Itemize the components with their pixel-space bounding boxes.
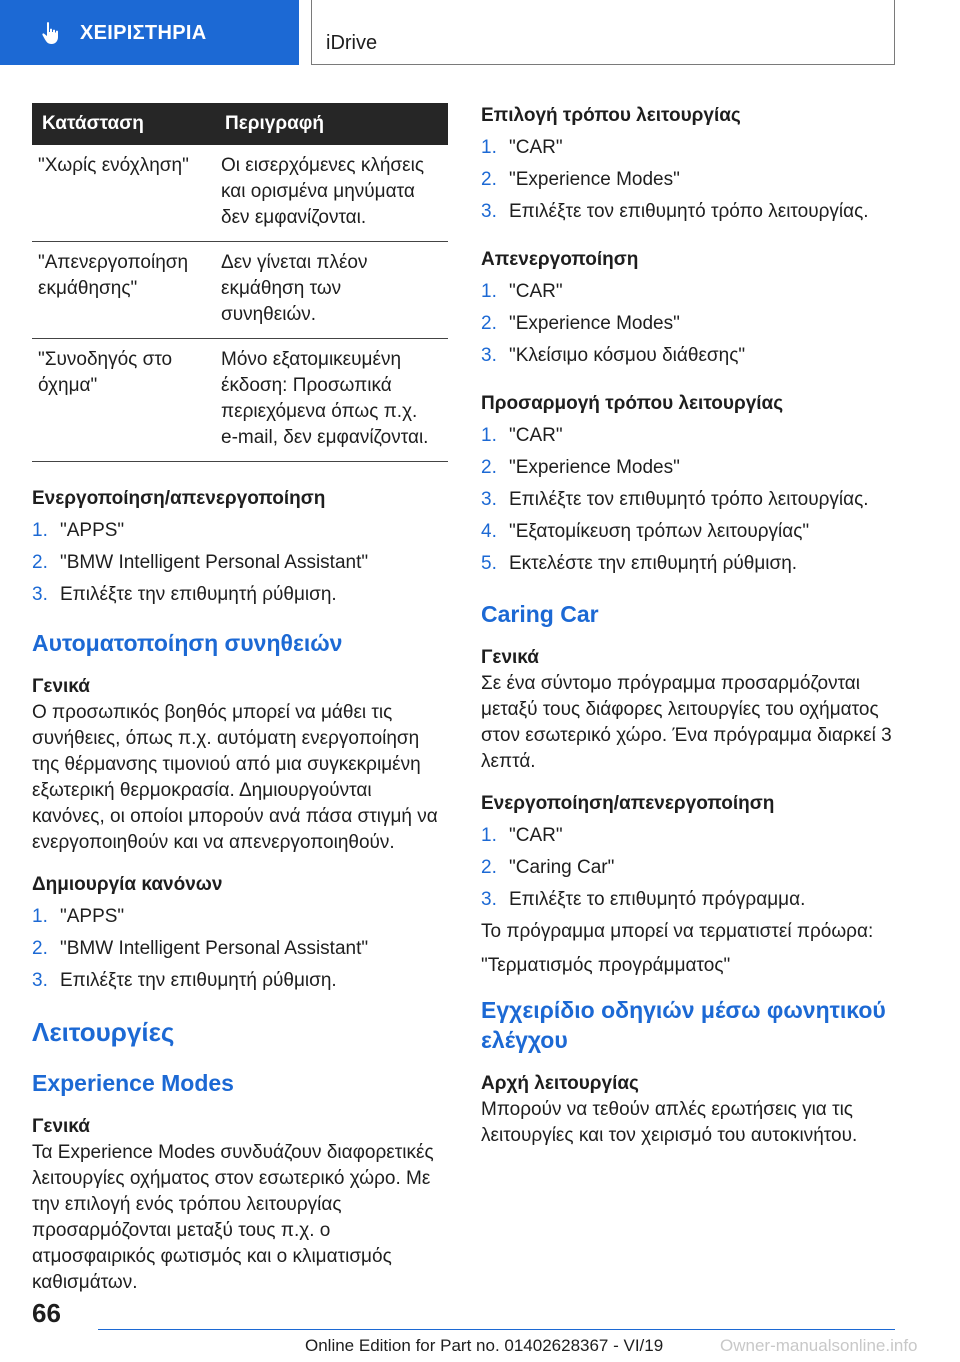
table-cell-description: Δεν γίνεται πλέον εκμάθηση των συνηθειών.	[215, 242, 448, 339]
list-item: 3. Επιλέξτε το επιθυμητό πρόγραμμα.	[481, 889, 806, 910]
list-item: 1. "CAR"	[481, 137, 563, 158]
table-header-description: Περιγραφή	[215, 103, 448, 145]
voice-manual-heading: Εγχειρίδιο οδηγιών μέσω φωνητικού ελέγχου	[481, 997, 886, 1053]
section-tab[interactable]	[0, 0, 299, 65]
table-row	[32, 339, 448, 462]
list-item: 3. Επιλέξτε την επιθυμητή ρύθμιση.	[32, 584, 337, 605]
caring-car-steps	[481, 823, 897, 913]
activation-steps	[32, 518, 448, 608]
left-column	[32, 103, 448, 1296]
caring-car-heading: Caring Car	[481, 601, 599, 627]
list-item: 1. "CAR"	[481, 281, 563, 302]
right-column	[481, 103, 897, 1149]
table-cell-description: Μόνο εξατομικευμένη έκδοση: Προσωπικά περιεχόμενα όπως π.χ. e-mail, δεν εμφανίζονται.	[215, 339, 448, 462]
caring-car-general-heading: Γενικά	[481, 647, 539, 668]
deactivate-heading: Απενεργοποίηση	[481, 249, 639, 270]
list-item: 1. "APPS"	[32, 520, 125, 541]
list-item: 2. "Caring Car"	[481, 857, 615, 878]
experience-general-text: Τα Experience Modes συνδυάζουν διαφορετικές λειτουργίες οχήματος στον εσωτερικό χώρο. Με την επιλογή ενός τρόπου λειτουργίας προσαρμόζονται μεταξύ τους π.χ. ο ατμοσφαιρικός φωτισμός και ο κλιματισμός καθισμάτων.	[32, 1142, 434, 1293]
adapt-mode-steps	[481, 423, 897, 577]
section-label: ΧΕΙΡΙΣΤΗΡΙΑ	[80, 21, 207, 44]
caring-car-general-text: Σε ένα σύντομο πρόγραμμα προσαρμόζονται μεταξύ τους διάφορες λειτουργίες του οχήματος στον εσωτερικό χώρο. Ένα πρόγραμμα διαρκεί 3 λεπτά.	[481, 673, 892, 772]
functions-heading: Λειτουργίες	[32, 1017, 175, 1047]
rules-steps	[32, 904, 448, 994]
select-mode-heading: Επιλογή τρόπου λειτουργίας	[481, 105, 741, 126]
list-item: 3. Επιλέξτε τον επιθυμητό τρόπο λειτουργίας.	[481, 489, 869, 510]
automation-general-text: Ο προσωπικός βοηθός μπορεί να μάθει τις συνήθειες, όπως π.χ. αυτόματη ενεργοποίηση της θέρμανσης τιμονιού από μια συγκεκριμένη εξωτερική θερμοκρασία. Δημιουργούνται κανόνες, οι οποίοι μπορούν ανά πάσα στιγμή να ενεργοποιηθούν και να απενεργοποιηθούν.	[32, 702, 438, 853]
table-cell-state: "Χωρίς ενόχληση"	[32, 145, 215, 242]
deactivate-steps	[481, 279, 897, 369]
list-item: 3. Επιλέξτε τον επιθυμητό τρόπο λειτουργίας.	[481, 201, 869, 222]
table-row	[32, 145, 448, 242]
list-item: 2. "Experience Modes"	[481, 169, 680, 190]
page-number: 66	[32, 1298, 61, 1328]
list-item: 3. Επιλέξτε την επιθυμητή ρύθμιση.	[32, 970, 337, 991]
list-item: 1. "CAR"	[481, 825, 563, 846]
list-item: 1. "CAR"	[481, 425, 563, 446]
table-cell-state: "Συνοδηγός στο όχημα"	[32, 339, 215, 462]
activation-heading: Ενεργοποίηση/απενεργοποίηση	[32, 488, 326, 509]
chapter-label: iDrive	[326, 32, 378, 54]
list-item: 2. "Experience Modes"	[481, 313, 680, 334]
list-item: 1. "APPS"	[32, 906, 125, 927]
experience-modes-heading: Experience Modes	[32, 1070, 234, 1096]
watermark: Owner-manualsonline.info	[720, 1336, 918, 1355]
caring-car-note-action: "Τερματισμός προγράμματος"	[481, 955, 731, 976]
voice-principle-text: Μπορούν να τεθούν απλές ερωτήσεις για τις λειτουργίες και τον χειρισμό του αυτοκινήτου.	[481, 1099, 858, 1146]
caring-car-activation-heading: Ενεργοποίηση/απενεργοποίηση	[481, 793, 775, 814]
status-table	[32, 103, 448, 462]
experience-general-heading: Γενικά	[32, 1116, 90, 1137]
list-item: 2. "BMW Intelligent Personal Assistant"	[32, 552, 369, 573]
footer-divider	[98, 1329, 895, 1330]
automation-heading: Αυτοματοποίηση συνηθειών	[32, 630, 343, 656]
list-item: 4. "Εξατομίκευση τρόπων λειτουργίας"	[481, 521, 810, 542]
table-cell-description: Οι εισερχόμενες κλήσεις και ορισμένα μηνύματα δεν εμφανίζονται.	[215, 145, 448, 242]
rules-heading: Δημιουργία κανόνων	[32, 874, 223, 895]
chapter-header	[311, 0, 895, 65]
voice-principle-heading: Αρχή λειτουργίας	[481, 1073, 639, 1094]
automation-general-heading: Γενικά	[32, 676, 90, 697]
list-item: 2. "BMW Intelligent Personal Assistant"	[32, 938, 369, 959]
select-mode-steps	[481, 135, 897, 225]
list-item: 5. Εκτελέστε την επιθυμητή ρύθμιση.	[481, 553, 798, 574]
list-item: 3. "Κλείσιμο κόσμου διάθεσης"	[481, 345, 746, 366]
hand-touch-icon	[38, 20, 64, 46]
table-row	[32, 242, 448, 339]
table-header-state: Κατάσταση	[32, 103, 215, 145]
adapt-mode-heading: Προσαρμογή τρόπου λειτουργίας	[481, 393, 784, 414]
edition-text: Online Edition for Part no. 01402628367 - VI/19	[305, 1336, 664, 1355]
caring-car-note: Το πρόγραμμα μπορεί να τερματιστεί πρόωρα:	[481, 921, 874, 942]
table-cell-state: "Απενεργοποίηση εκμάθησης"	[32, 242, 215, 339]
list-item: 2. "Experience Modes"	[481, 457, 680, 478]
